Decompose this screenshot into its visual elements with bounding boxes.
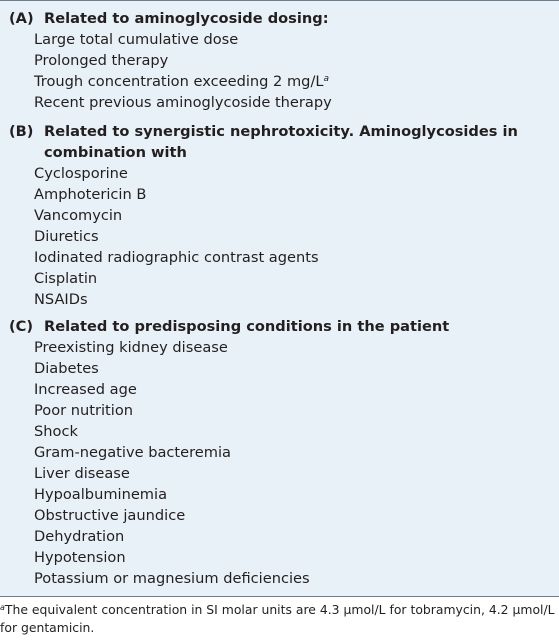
section-heading xyxy=(0,121,559,163)
item-list xyxy=(0,337,559,589)
section-title: Related to aminoglycoside dosing: xyxy=(44,10,329,27)
section-heading xyxy=(0,8,559,29)
item-list xyxy=(0,163,559,310)
list-item: Cyclosporine xyxy=(34,165,128,182)
list-item: Dehydration xyxy=(34,528,125,545)
section-title: Related to predisposing conditions in the patient xyxy=(44,318,450,335)
list-item: Shock xyxy=(34,423,78,440)
footnote-marker: a xyxy=(0,603,5,612)
table-footnote xyxy=(0,601,559,637)
list-item: Liver disease xyxy=(34,465,130,482)
list-item: Hypoalbuminemia xyxy=(34,486,168,503)
list-item: Cisplatin xyxy=(34,270,98,287)
section-label: (A) xyxy=(9,10,34,27)
section-predisposing-conditions xyxy=(0,316,559,589)
section-label: (C) xyxy=(9,318,34,335)
list-item: Poor nutrition xyxy=(34,402,134,419)
list-item: Obstructive jaundice xyxy=(34,507,186,524)
section-heading xyxy=(0,316,559,337)
list-item: Amphotericin B xyxy=(34,186,147,203)
footnote-text: The equivalent concentration in SI molar units are 4.3 μmol/L for tobramycin, 4.2 μmol/L for gentamicin. xyxy=(0,602,555,635)
list-item: Hypotension xyxy=(34,549,126,566)
list-item: Large total cumulative dose xyxy=(34,31,239,48)
list-item: Iodinated radiographic contrast agents xyxy=(34,249,319,266)
list-item: NSAIDs xyxy=(34,291,88,308)
item-list xyxy=(0,29,559,113)
list-item xyxy=(34,71,559,92)
list-item: Vancomycin xyxy=(34,207,123,224)
list-item: Gram-negative bacteremia xyxy=(34,444,232,461)
list-item: Diabetes xyxy=(34,360,99,377)
section-dosing xyxy=(0,8,559,113)
section-label: (B) xyxy=(9,123,34,140)
list-item: Diuretics xyxy=(34,228,99,245)
list-item: Potassium or magnesium deficiencies xyxy=(34,570,310,587)
list-item: Recent previous aminoglycoside therapy xyxy=(34,94,332,111)
list-item: Increased age xyxy=(34,381,137,398)
list-item: Preexisting kidney disease xyxy=(34,339,228,356)
footnote-marker: a xyxy=(323,74,330,84)
section-synergistic-nephrotoxicity xyxy=(0,121,559,310)
list-item-text: Trough concentration exceeding 2 mg/L xyxy=(34,73,324,90)
list-item: Prolonged therapy xyxy=(34,52,169,69)
section-title: Related to synergistic nephrotoxicity. Aminoglycosides in combination with xyxy=(44,123,518,161)
